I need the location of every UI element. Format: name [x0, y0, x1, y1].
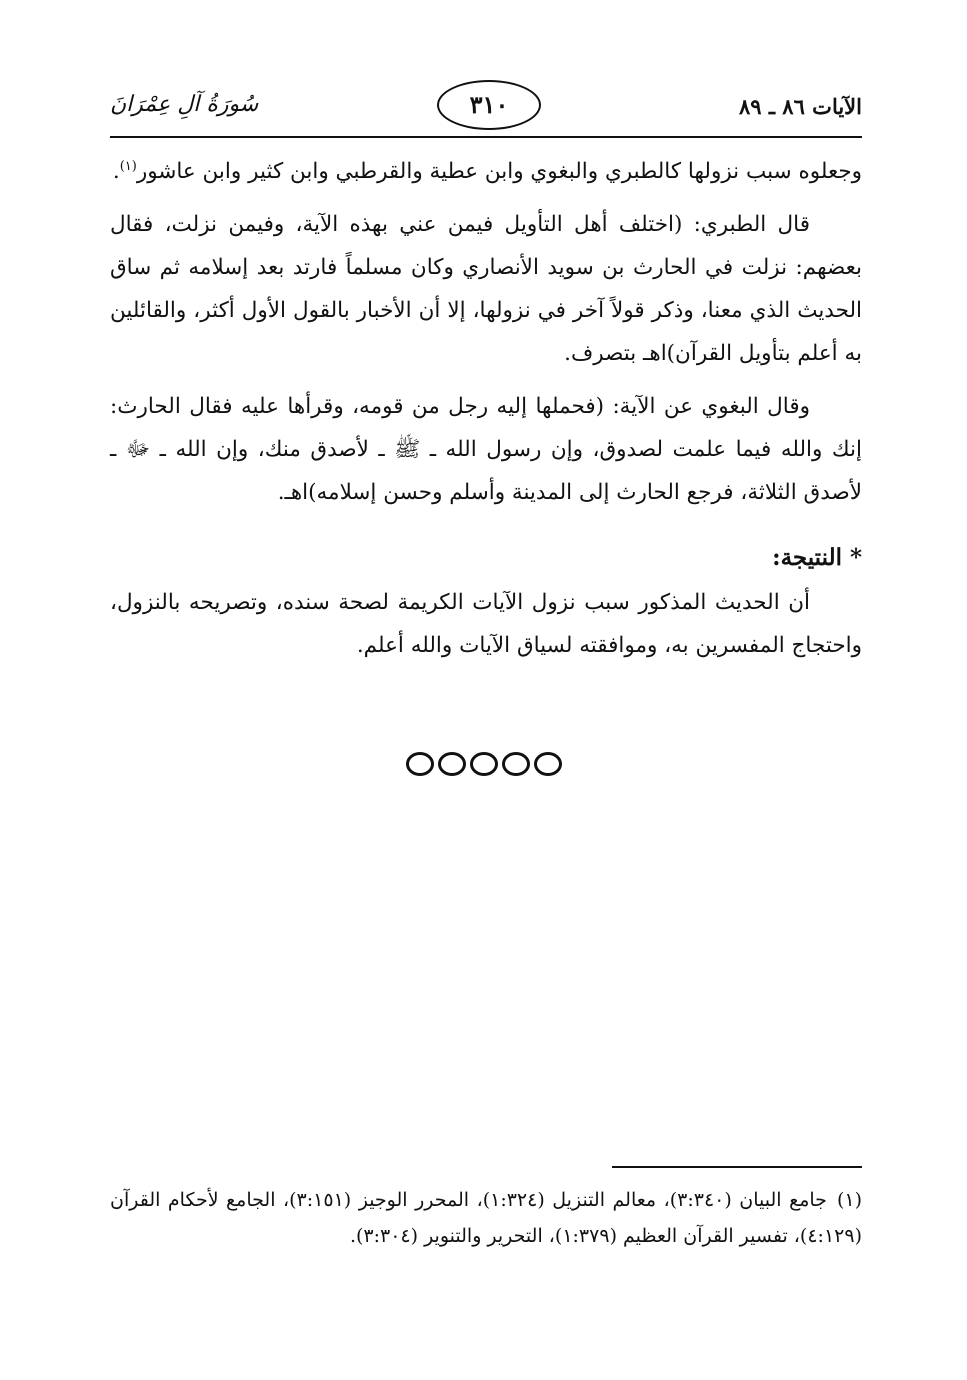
paragraph: [110, 150, 862, 193]
result-heading: [110, 536, 862, 579]
circle-ornament-icon: [534, 752, 562, 776]
asterisk-icon: *: [849, 544, 862, 571]
footnote-divider: [612, 1166, 862, 1168]
result-heading-label: النتيجة:: [772, 544, 842, 571]
header-divider: [110, 136, 862, 138]
page-number: ٣١٠: [437, 80, 541, 130]
verse-range: الآيات ٨٦ ـ ٨٩: [738, 94, 862, 119]
paragraph-tail: .: [112, 159, 120, 184]
paragraph-text: وجعلوه سبب نزولها كالطبري والبغوي وابن عطية والقرطبي وابن كثير وابن عاشور: [136, 159, 862, 184]
footnote-reference: (١): [119, 158, 137, 174]
circle-ornament-icon: [406, 752, 434, 776]
footnote: [110, 1182, 862, 1254]
surah-title: سُورَةُ آلِ عِمْرَانَ: [110, 92, 259, 117]
result-paragraph: أن الحديث المذكور سبب نزول الآيات الكريمة لصحة سنده، وتصريحه بالنزول، واحتجاج المفسرين به، وموافقته لسياق الآيات والله أعلم.: [110, 590, 862, 658]
circle-ornament-icon: [502, 752, 530, 776]
main-text: [110, 150, 862, 667]
footnote-text: جامع البيان (٣:٣٤٠)، معالم التنزيل (١:٣٢٤)، المحرر الوجيز (٣:١٥١)، الجامع لأحكام القرآن (٤:١٢٩)، تفسير القرآن العظيم (١:٣٧٩)، التحرير والتنوير (٣:٣٠٤).: [110, 1189, 862, 1247]
paragraph: قال الطبري: (اختلف أهل التأويل فيمن عني بهذه الآية، وفيمن نزلت، فقال بعضهم: نزلت في الحارث بن سويد الأنصاري وكان مسلماً فارتد بعد إسلامه ثم ساق الحديث الذي معنا، وذكر قولاً آخر في نزولها، إلا أن الأخبار بالقول الأول أكثر، والقائلين به أعلم بتأويل القرآن)اهـ بتصرف.: [110, 212, 862, 366]
page-header: [110, 80, 862, 142]
section-separator: [0, 752, 967, 780]
footnote-marker: (١): [836, 1189, 862, 1211]
circle-ornament-icon: [470, 752, 498, 776]
paragraph: وقال البغوي عن الآية: (فحملها إليه رجل من قومه، وقرأها عليه فقال الحارث: إنك والله فيما علمت لصدوق، وإن رسول الله ـ ﷺ ـ لأصدق منك، وإن الله ـ ﷻ ـ لأصدق الثلاثة، فرجع الحارث إلى المدينة وأسلم وحسن إسلامه)اهـ.: [110, 394, 862, 505]
circle-ornament-icon: [438, 752, 466, 776]
